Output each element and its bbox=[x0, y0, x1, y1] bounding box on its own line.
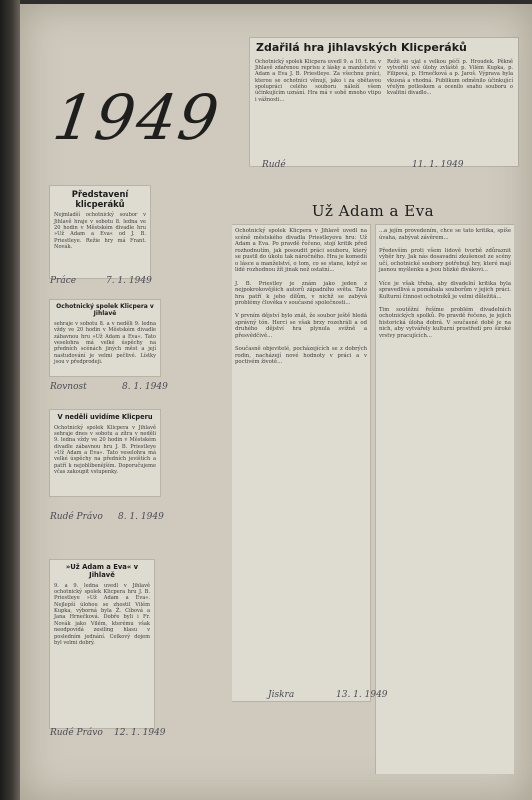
clipping-uz-adam-a-eva bbox=[232, 198, 514, 774]
clipping-v-nedeli bbox=[50, 410, 160, 496]
clipping-title: »Už Adam a Eva« v Jihlavě bbox=[65, 563, 139, 579]
clipping-text: Ochotnický spolek Klicpera v Jihlavě sehraje dnes v sobotu a zítra v neděli 9. ledna vždy ve 20 hodin v Městském divadle zábavnou hru J. B. Priestleye »Už Adam a Eva«. Tato veselohra má velké úspěchy na předních jevištích a patří k nejoblíbenějším. Doporučujeme včas zakoupit vstupenky. bbox=[54, 424, 158, 476]
handwritten-year: 1949 bbox=[48, 81, 225, 154]
handwritten-date: 7. 1. 1949 bbox=[106, 276, 152, 286]
clipping-title: Už Adam a Eva bbox=[311, 202, 435, 220]
clipping-text: 9. a 9. ledna uvedl v Jihlavě ochotnický spolek Klicpera hru J. B. Priestleye »Už Adam a Eva«. Nejlepší úlohou se zhostil Vilém Kupka, výborná byla Ž. Cíbová a Jana Hrnečková. Dobře byli i Fr. Novák jako Vilém, kterému však neodpovídá zesiling hlasu v posledním jednání. Celkový dojem byl velmi dobrý. bbox=[54, 582, 152, 646]
clipping-zdarila-hra bbox=[250, 38, 518, 166]
clipping-title: Představení klicperáků bbox=[71, 189, 129, 209]
clipping-text: sehraje v sobotu 8. a v neděli 9. ledna vždy ve 20 hodin v Městském divadle zábavnou hru »Už Adam a Eva«. Tato veselohra má velké úspěchy na předních scénách jiných měst a její nastudování je velmi pečlivé. Lístky jsou v předprodeji. bbox=[54, 320, 158, 365]
handwritten-source: Rudé Právo bbox=[50, 728, 103, 738]
handwritten-date: 12. 1. 1949 bbox=[114, 728, 166, 738]
clipping-title: Zdařilá hra jihlavských Klicperáků bbox=[256, 41, 467, 54]
album-binding bbox=[0, 0, 20, 800]
handwritten-date: 8. 1. 1949 bbox=[118, 512, 164, 522]
clipping-column-2 bbox=[376, 225, 514, 774]
clipping-text-col2: Režii se ujal s velkou péčí p. Hroudek. Pěkně vytvořili své úlohy zvláště p. Vilém Kupka, p. Filipová, p. Hrnečková a p. Jaroš. Výprava byla vkusná a vhodná. Publikum odměnilo účinkující vřelým potleskem a ocenilo snahu souboru o kvalitní divadlo... bbox=[387, 58, 515, 97]
clipping-text-col1: Ochotnický spolek Klicpera v Jihlavě uvedl na scéně městského divadla Priestleyovu hru: Už Adam a Eva. Po pravdě řečeno, stojí kritik před rozhodnutím, jak posoudit práci souboru, který se pustil do úkolu tak náročného. Hra je komedií o lásce a manželství, o tom, co se stane, když se lidé rozhodnou žít jinak než ostatní... J. B. Priestley je znám jako jeden z nejpokrokovějších autorů západního světa. Tato hra patří k jeho dílům, v nichž se zabývá problémy člověka v současné společnosti... V prvním dějství bylo znát, že soubor ještě hledá správný tón. Herci se však brzy rozehráli a od druhého dějství hra plynula svižně a přesvědčivě... Současně objevitelé, pocházejících se z dobrých rodin, nacházejí nové hodnoty v práci a v poctivém životě... bbox=[235, 228, 367, 366]
handwritten-source: Rudé bbox=[262, 160, 286, 170]
handwritten-source: Rudé Právo bbox=[50, 512, 103, 522]
clipping-title: Ochotnický spolek Klicpera v Jihlavě bbox=[56, 303, 154, 317]
clipping-title: V neděli uvidíme Klicperu bbox=[57, 413, 153, 421]
handwritten-date: 11. 1. 1949 bbox=[412, 160, 464, 170]
handwritten-source: Jiskra bbox=[268, 690, 295, 700]
clipping-text-col1: Ochotnický spolek Klicpera uvedl 9. a 10. t. m. v Jihlavě zdařenou reprisu z lásky a manželství v Adam a Eva J. B. Priestleye. Za všechnu práci, kterou se ochotníci věnují, jako i za obětavou spolupráci celého souboru náleží všem účinkujícím uznání. Hra má v sobě mnoho vtipu i vážnosti... bbox=[255, 58, 383, 103]
handwritten-date: 8. 1. 1949 bbox=[122, 382, 168, 392]
clipping-predstaveni bbox=[50, 186, 150, 278]
handwritten-source: Práce bbox=[50, 276, 77, 286]
clipping-column-1 bbox=[232, 225, 370, 701]
clipping-spolek-klicpera bbox=[50, 300, 160, 376]
handwritten-source: Rovnost bbox=[50, 382, 87, 392]
handwritten-date: 13. 1. 1949 bbox=[336, 690, 388, 700]
clipping-uz-adam-v-jihlave bbox=[50, 560, 154, 728]
clipping-text-col2: ...a jejím provedením, chce se tato kritika, spíše úvaha, zabývat závěrem... Především proti všem lidově tvorbě zdůraznit výběr hry. Jak nás dosavadní zkušenost ze scény učí, ochotnické soubory potřebují hry, které mají jasnou myšlenku a jsou blízké divákovi... Více je však třeba, aby divadelní kritika byla spravedlivá a pomáhala souborům v jejich práci. Kulturní činnost ochotníků je velmi důležitá... Tim soutěžní řešíme problém divadelních ochotnických spolků. Po pravdě řečeno, je jejich historická úloha dobrá. V současné době je na nich, aby vytvářely kulturní prostředí pro široké vrstvy pracujících... bbox=[379, 228, 511, 339]
clipping-text: Nejmladší ochotnický soubor v Jihlavě hraje v sobotu 8. ledna ve 20 hodin v Městském divadle hru »Už Adam a Eva« od J. B. Priestleye. Režie hry má Frant. Novák. bbox=[54, 212, 148, 251]
